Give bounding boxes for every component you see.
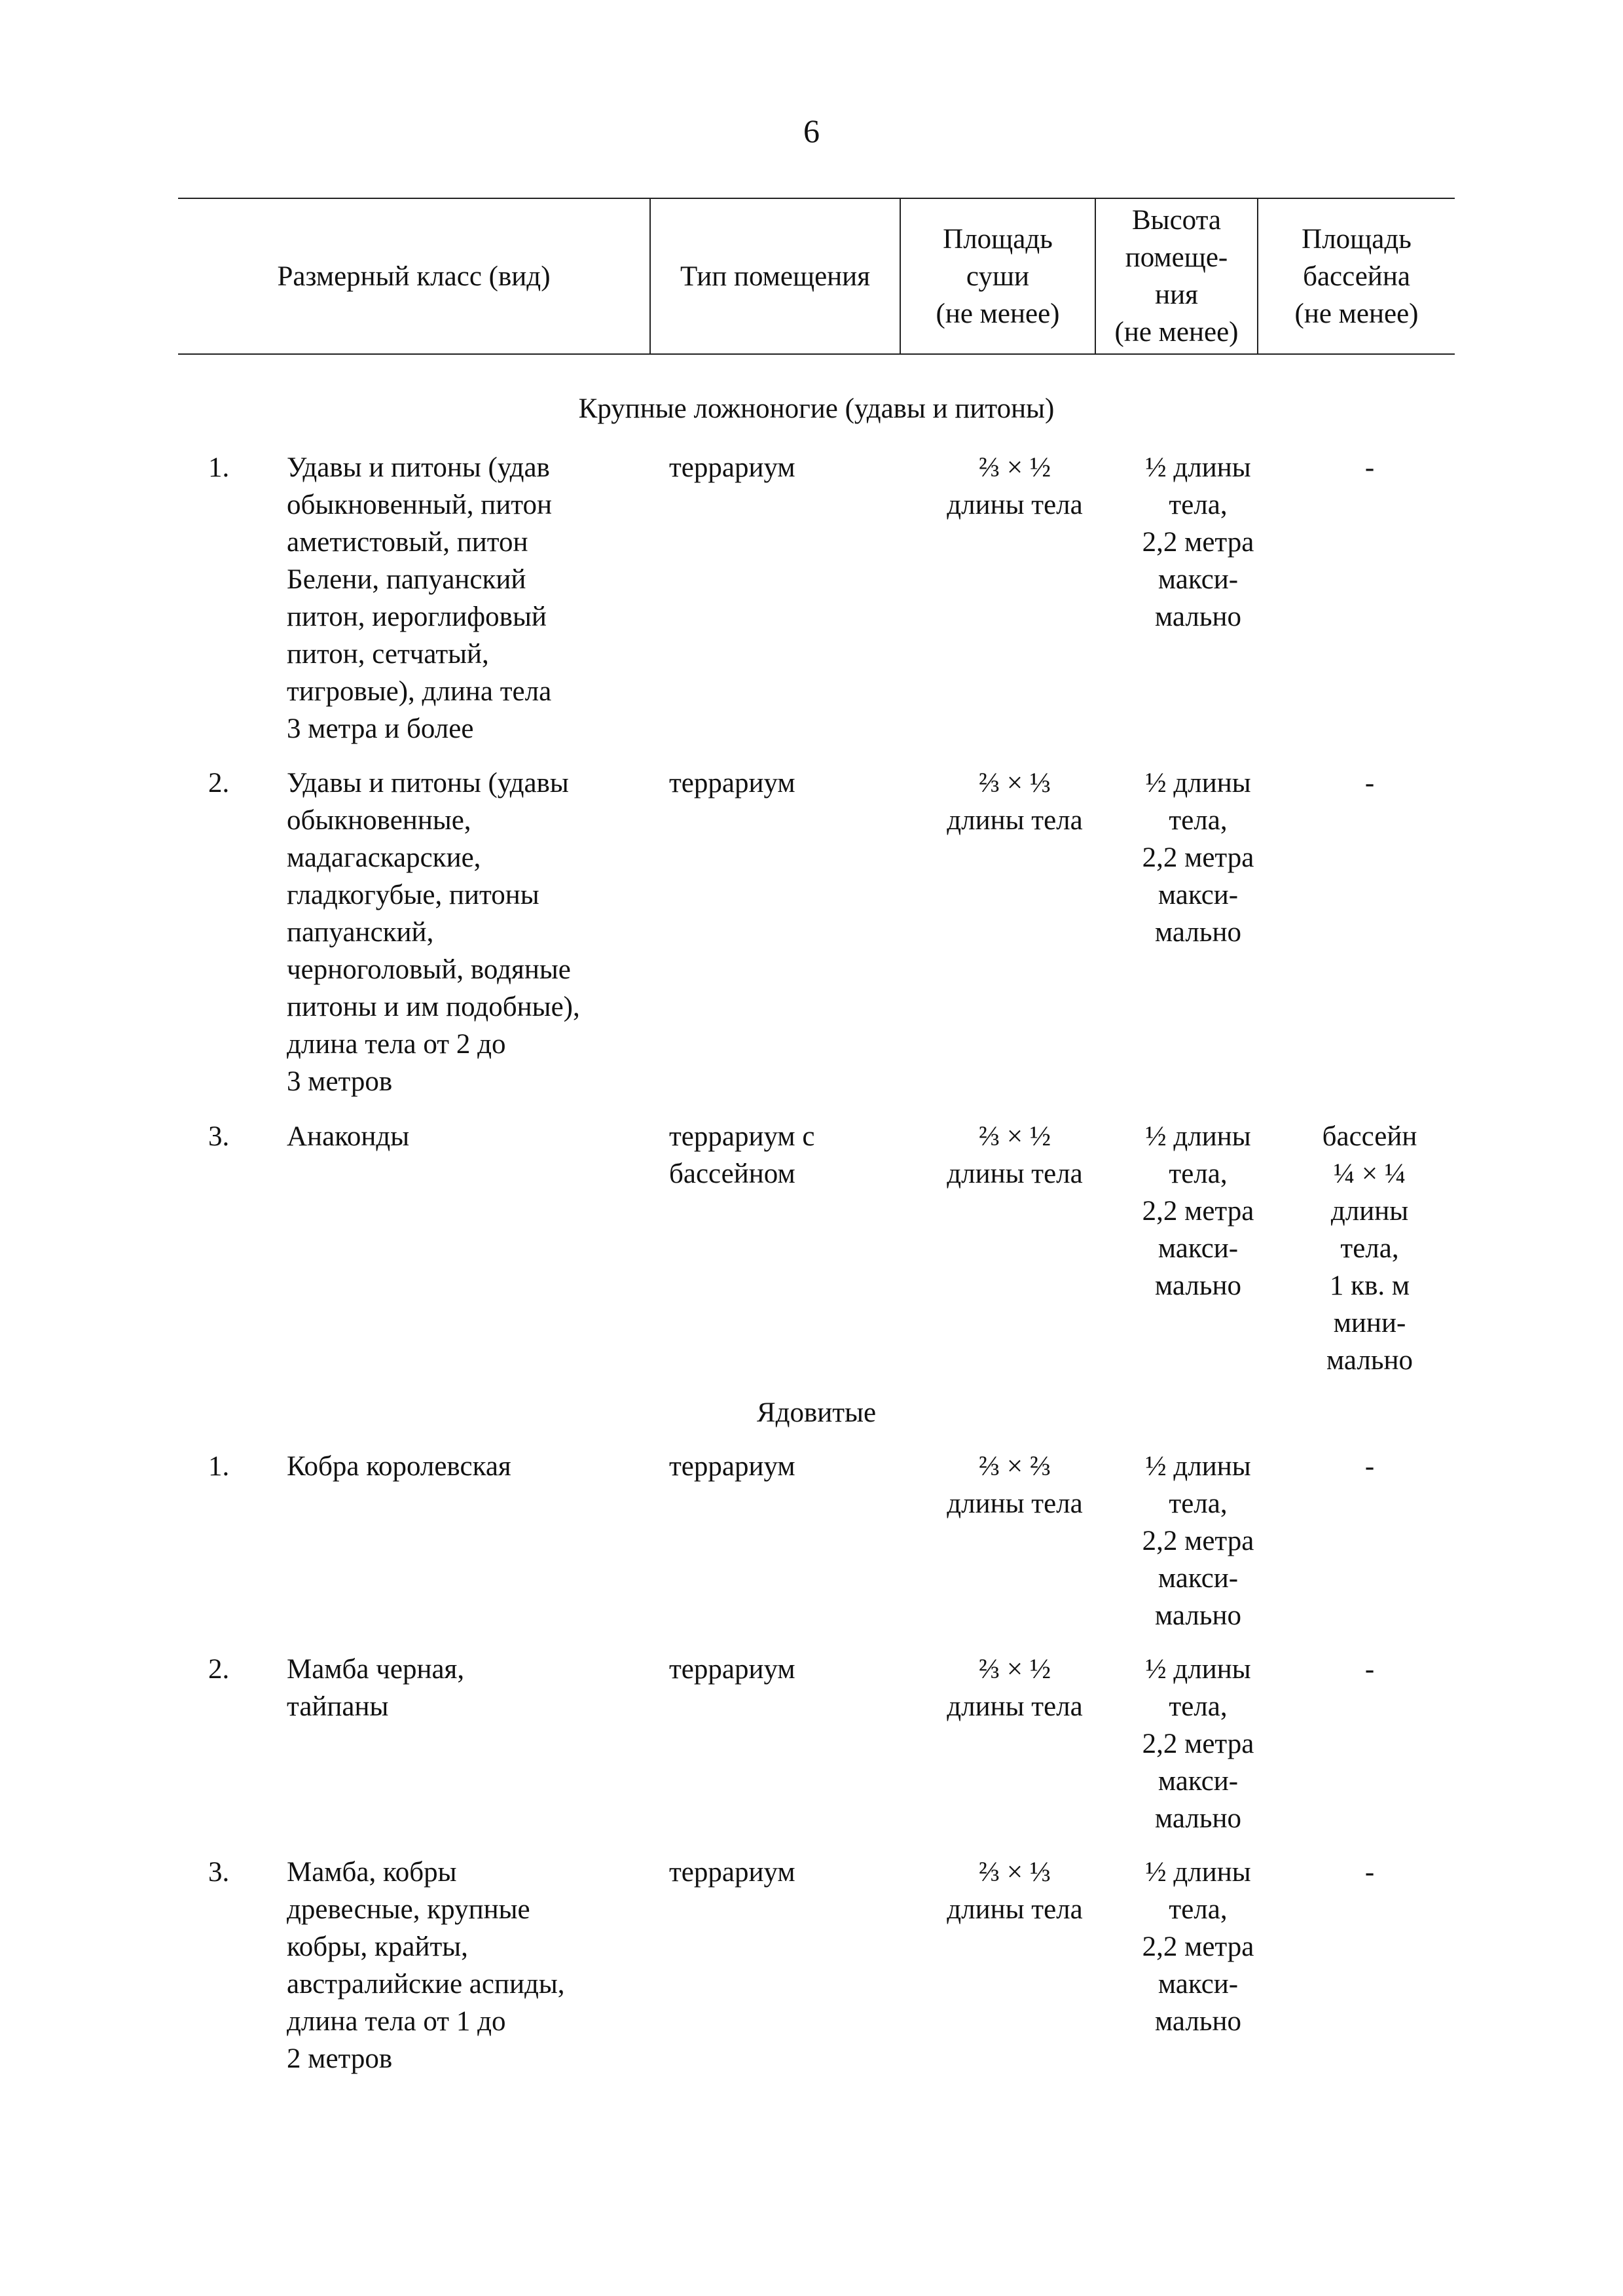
species-name: Мамба черная, тайпаны bbox=[287, 1654, 465, 1722]
row-number: 3. bbox=[208, 1121, 230, 1152]
section-title-venomous: Ядовитые bbox=[756, 1397, 877, 1428]
header-size-class: Размерный класс (вид) bbox=[277, 260, 551, 292]
header-pool-area: Площадь бассейна (не менее) bbox=[1294, 223, 1419, 329]
land-area: ⅔ × ⅓ длины тела bbox=[947, 1857, 1083, 1925]
room-type: террариум с бассейном bbox=[669, 1121, 815, 1189]
header-land-area: Площадь суши (не менее) bbox=[936, 223, 1060, 329]
species-name: Удавы и питоны (удав обыкновенный, питон аметистовый, питон Белени, папуанский питон, иероглифовый питон, сетчатый, тигровые), длина тела 3 метра и более bbox=[287, 452, 552, 744]
pool-area: - bbox=[1364, 1654, 1375, 1685]
species-name: Удавы и питоны (удавы обыкновенные, мадагаскарские, гладкогубые, питоны папуанский, черноголовый, водяные питоны и им подобные), длина тела от 2 до 3 метров bbox=[287, 768, 580, 1097]
pool-area: - bbox=[1364, 452, 1375, 483]
row-number: 2. bbox=[208, 768, 230, 798]
header-room-height: Высота помеще- ния (не менее) bbox=[1114, 205, 1239, 348]
species-name: Мамба, кобры древесные, крупные кобры, крайты, австралийские аспиды, длина тела от 1 до 2 метров bbox=[287, 1857, 565, 2074]
land-area: ⅔ × ½ длины тела bbox=[947, 452, 1083, 520]
pool-area: - bbox=[1364, 1451, 1375, 1482]
row-number: 2. bbox=[208, 1654, 230, 1685]
room-type: террариум bbox=[669, 1857, 795, 1888]
row-number: 1. bbox=[208, 1451, 230, 1482]
room-height: ½ длины тела, 2,2 метра макси- мально bbox=[1142, 768, 1254, 948]
room-type: террариум bbox=[669, 452, 795, 483]
section-title-boas-pythons: Крупные ложноногие (удавы и питоны) bbox=[578, 393, 1055, 424]
land-area: ⅔ × ½ длины тела bbox=[947, 1121, 1083, 1189]
header-room-type: Тип помещения bbox=[680, 260, 870, 292]
species-name: Анаконды bbox=[287, 1121, 410, 1152]
pool-area: - bbox=[1364, 1857, 1375, 1888]
row-number: 3. bbox=[208, 1857, 230, 1888]
room-height: ½ длины тела, 2,2 метра макси- мально bbox=[1142, 452, 1254, 632]
page-number: 6 bbox=[803, 113, 820, 149]
room-type: террариум bbox=[669, 1654, 795, 1685]
room-type: террариум bbox=[669, 768, 795, 798]
room-height: ½ длины тела, 2,2 метра макси- мально bbox=[1142, 1121, 1254, 1301]
species-name: Кобра королевская bbox=[287, 1451, 511, 1482]
row-number: 1. bbox=[208, 452, 230, 483]
pool-area: - bbox=[1364, 768, 1375, 798]
land-area: ⅔ × ⅔ длины тела bbox=[947, 1451, 1083, 1519]
room-height: ½ длины тела, 2,2 метра макси- мально bbox=[1142, 1654, 1254, 1834]
table-header bbox=[178, 198, 1455, 355]
room-type: террариум bbox=[669, 1451, 795, 1482]
room-height: ½ длины тела, 2,2 метра макси- мально bbox=[1142, 1857, 1254, 2037]
pool-area: бассейн ¼ × ¼ длины тела, 1 кв. м мини- мально bbox=[1322, 1121, 1417, 1376]
room-height: ½ длины тела, 2,2 метра макси- мально bbox=[1142, 1451, 1254, 1631]
land-area: ⅔ × ½ длины тела bbox=[947, 1654, 1083, 1722]
land-area: ⅔ × ⅓ длины тела bbox=[947, 768, 1083, 836]
